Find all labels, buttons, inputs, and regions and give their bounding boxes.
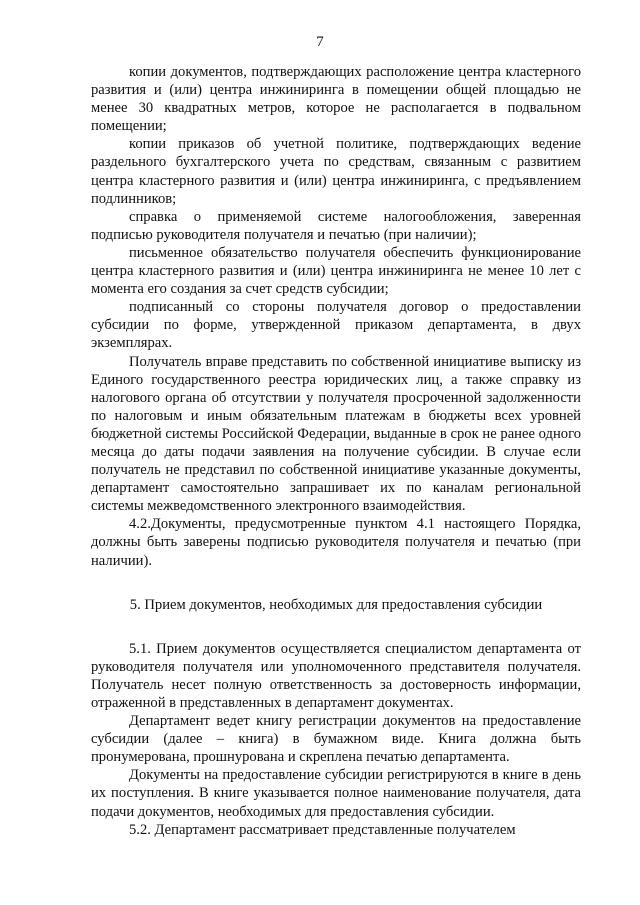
paragraph-accounting-policy-docs: копии приказов об учетной политике, подтверждающих ведение раздельного бухгалтерского учета по средствам, связанным с развитием центра кластерного развития и (или) центра инжиниринга, с предъявлением подлинников; — [91, 136, 581, 207]
document-body — [91, 63, 581, 839]
paragraph-cluster-premises-docs: копии документов, подтверждающих расположение центра кластерного развития и (или) центра инжиниринга в помещении общей площадью не менее 30 квадратных метров, которое не располагается в подвальном помещении; — [91, 64, 581, 135]
paragraph-5-1: 5.1. Прием документов осуществляется специалистом департамента от руководителя получателя или уполномоченного представителя получателя. Получатель несет полную ответственность за достоверность информации, отраженной в представленных в департамент документах. — [91, 640, 581, 711]
section-heading: 5. Прием документов, необходимых для предоставления субсидии — [129, 596, 543, 613]
page-number: 7 — [316, 34, 324, 50]
paragraph-registration-details: Документы на предоставление субсидии регистрируются в книге в день их поступления. В книге указывается полное наименование получателя, дата подачи документов, необходимых для предоставления субсидии. — [91, 767, 581, 820]
paragraph-signed-agreement: подписанный со стороны получателя договор о предоставлении субсидии по форме, утвержденной приказом департамента, в двух экземплярах. — [91, 299, 581, 352]
paragraph-registration-book: Департамент ведет книгу регистрации документов на предоставление субсидии (далее – книга) в бумажном виде. Книга должна быть пронумерована, прошнурована и скреплена печатью департамента. — [91, 713, 581, 766]
paragraph-written-obligation: письменное обязательство получателя обеспечить функционирование центра кластерного развития и (или) центра инжиниринга не менее 10 лет с момента его создания за счет средств субсидии; — [91, 244, 581, 298]
paragraph-4-2: 4.2.Документы, предусмотренные пунктом 4.1 настоящего Порядка, должны быть заверены подписью руководителя получателя и печатью (при наличии). — [91, 516, 581, 569]
paragraph-own-initiative-docs: Получатель вправе представить по собственной инициативе выписку из Единого государственного реестра юридических лиц, а также справку из налогового органа об отсутствии у получателя просроченной задолженности по налоговым и иным обязательным платежам в бюджеты всех уровней бюджетной системы Российской Федерации, выданные в срок не ранее одного месяца до даты подачи заявления на получение субсидии. В случае если получатель не представил по собственной инициативе указанные документы, департамент самостоятельно запрашивает их по каналам региональной системы межведомственного электронного взаимодействия. — [91, 353, 581, 515]
paragraph-5-2: 5.2. Департамент рассматривает представленные получателем — [129, 821, 516, 838]
paragraph-tax-system-certificate: справка о применяемой системе налогообложения, заверенная подписью руководителя получателя и печатью (при наличии); — [91, 208, 581, 243]
